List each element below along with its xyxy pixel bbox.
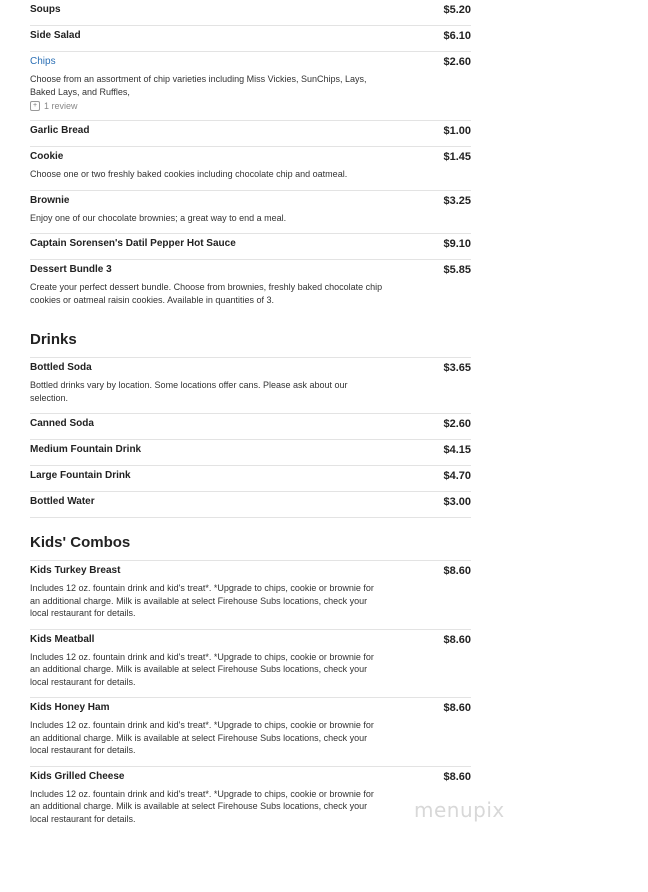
item-price: $2.60	[443, 418, 471, 430]
menu-item	[30, 26, 471, 52]
menu-item-row	[30, 151, 471, 163]
item-description: Includes 12 oz. fountain drink and kid's treat*. *Upgrade to chips, cookie or brownie for an additional charge. Milk is available at select Firehouse Subs locations, check your local restaurant for details.	[30, 651, 374, 687]
item-description: Choose one or two freshly baked cookies including chocolate chip and oatmeal.	[30, 169, 348, 179]
menu-item-row	[30, 771, 471, 783]
menu-section	[30, 0, 471, 315]
item-name: Medium Fountain Drink	[30, 444, 142, 455]
menu-item	[30, 767, 471, 835]
menu-item	[30, 630, 471, 699]
item-price: $5.20	[443, 4, 471, 16]
menu-item	[30, 0, 471, 26]
item-price: $8.60	[443, 633, 471, 646]
section-title: Drinks	[30, 315, 471, 358]
item-name: Soups	[30, 4, 61, 15]
menu-list	[30, 0, 471, 834]
item-name: Dessert Bundle 3	[30, 264, 112, 275]
menu-item-row	[30, 125, 471, 137]
item-name: Canned Soda	[30, 418, 94, 429]
menu-item-row	[30, 362, 471, 374]
item-name: Garlic Bread	[30, 125, 90, 136]
item-name: Large Fountain Drink	[30, 470, 131, 481]
menu-item-row	[30, 4, 471, 16]
menu-item-row	[30, 565, 471, 577]
item-description: Includes 12 oz. fountain drink and kid's treat*. *Upgrade to chips, cookie or brownie for an additional charge. Milk is available at select Firehouse Subs locations, check your local restaurant for details.	[30, 788, 374, 824]
menu-item-row	[30, 418, 471, 430]
menupix-watermark: menupix	[414, 798, 505, 822]
item-price: $6.10	[443, 30, 471, 42]
item-name: Brownie	[30, 194, 70, 206]
item-price: $8.60	[443, 770, 471, 783]
item-name: Kids Turkey Breast	[30, 565, 121, 576]
menu-item-row	[30, 702, 471, 714]
item-price: $1.45	[443, 151, 471, 163]
review-icon: +	[30, 101, 40, 111]
menu-item-row	[30, 238, 471, 250]
menu-item	[30, 260, 471, 315]
item-price: $2.60	[443, 56, 471, 68]
item-price: $4.15	[443, 444, 471, 456]
menu-item	[30, 234, 471, 260]
item-name: Cookie	[30, 151, 64, 162]
item-name: Side Salad	[30, 30, 81, 41]
item-name: Bottled Soda	[30, 362, 92, 373]
menu-item-row	[30, 496, 471, 508]
item-price: $3.00	[443, 496, 471, 508]
menu-section	[30, 518, 471, 834]
menu-item-row	[30, 264, 471, 276]
section-title: Kids' Combos	[30, 518, 471, 561]
item-description: Includes 12 oz. fountain drink and kid's treat*. *Upgrade to chips, cookie or brownie for an additional charge. Milk is available at select Firehouse Subs locations, check your local restaurant for details.	[30, 720, 374, 755]
item-price: $3.25	[443, 194, 471, 207]
menu-item	[30, 147, 471, 191]
item-name: Bottled Water	[30, 496, 95, 507]
menu-item-row	[30, 30, 471, 42]
item-price: $8.60	[443, 702, 471, 714]
item-price: $9.10	[443, 238, 471, 250]
item-name: Kids Grilled Cheese	[30, 770, 125, 782]
menu-item-row	[30, 470, 471, 482]
item-description: Bottled drinks vary by location. Some locations offer cans. Please ask about our selection.	[30, 380, 348, 403]
item-description: Create your perfect dessert bundle. Choose from brownies, freshly baked chocolate chip cookies or oatmeal raisin cookies. Available in quantities of 3.	[30, 282, 383, 305]
item-description: Includes 12 oz. fountain drink and kid's treat*. *Upgrade to chips, cookie or brownie for an additional charge. Milk is available at select Firehouse Subs locations, check your local restaurant for details.	[30, 583, 374, 618]
menu-item	[30, 440, 471, 466]
menu-item	[30, 561, 471, 630]
menu-section	[30, 315, 471, 518]
menu-item-row	[30, 444, 471, 456]
review-count[interactable]: 1 review	[44, 101, 78, 111]
menu-item	[30, 466, 471, 492]
review-link[interactable]	[30, 101, 471, 111]
menu-item	[30, 121, 471, 147]
item-price: $1.00	[443, 125, 471, 137]
item-description: Choose from an assortment of chip varieties including Miss Vickies, SunChips, Lays, Baked Lays, and Ruffles,	[30, 74, 367, 97]
menu-item-row	[30, 195, 471, 207]
item-name[interactable]: Chips	[30, 56, 56, 67]
menu-item-row	[30, 56, 471, 68]
item-price: $3.65	[443, 362, 471, 374]
menu-item	[30, 492, 471, 518]
menu-item-row	[30, 634, 471, 646]
item-name: Kids Honey Ham	[30, 702, 110, 713]
menu-item	[30, 191, 471, 235]
item-description: Enjoy one of our chocolate brownies; a great way to end a meal.	[30, 212, 287, 223]
menu-item	[30, 698, 471, 767]
item-price: $8.60	[443, 565, 471, 577]
menu-item	[30, 358, 471, 414]
item-price: $4.70	[443, 470, 471, 482]
item-price: $5.85	[443, 264, 471, 276]
item-name: Captain Sorensen's Datil Pepper Hot Sauce	[30, 238, 236, 249]
item-name: Kids Meatball	[30, 633, 95, 645]
menu-item	[30, 414, 471, 440]
menu-item	[30, 52, 471, 121]
